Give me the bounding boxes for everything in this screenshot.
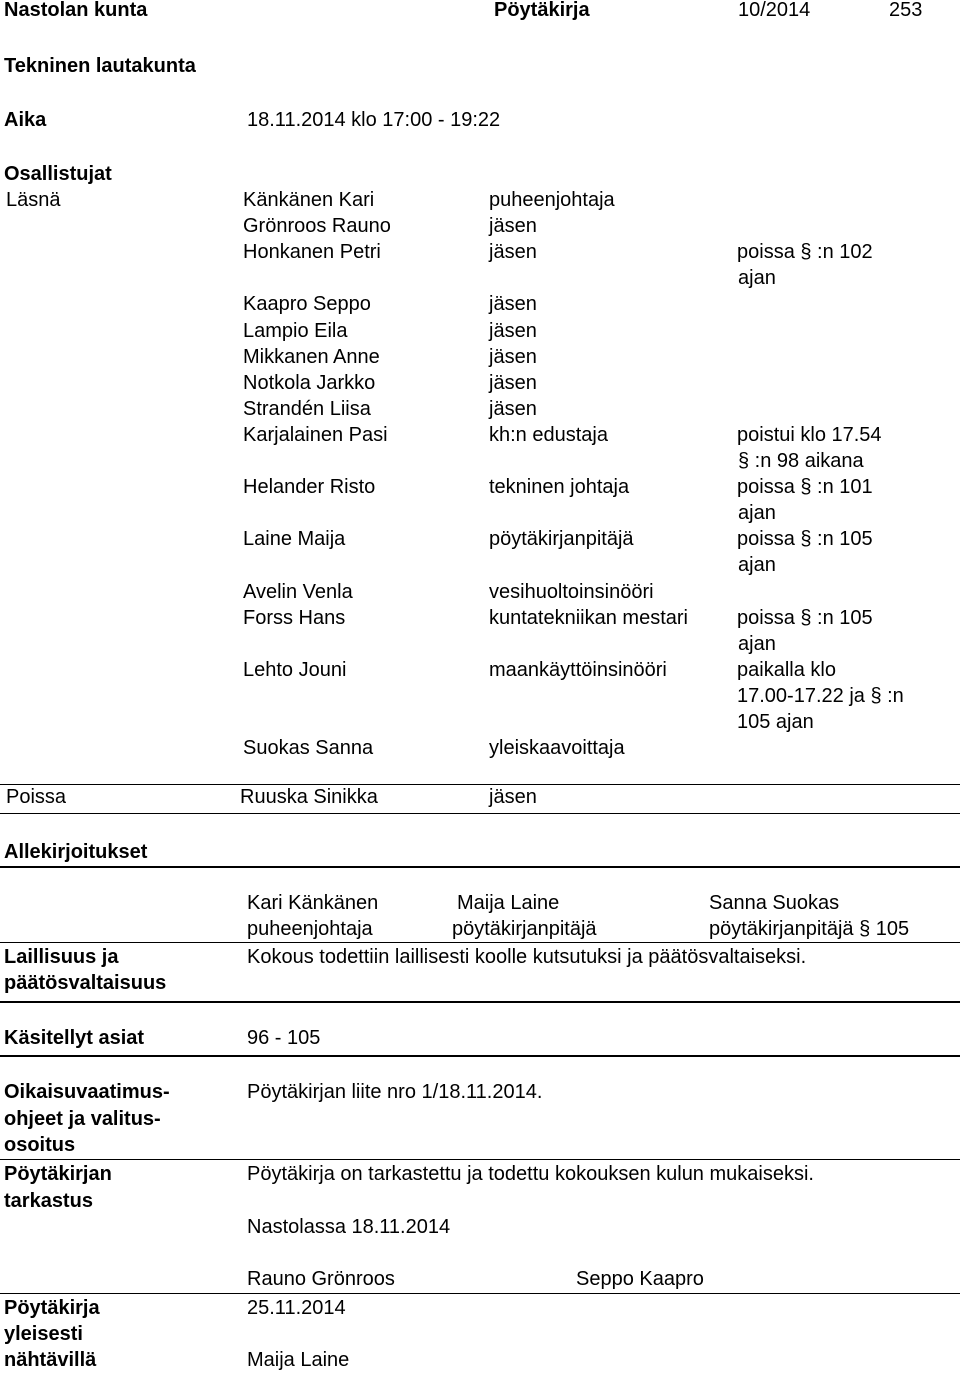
review-place-date: Nastolassa 18.11.2014 xyxy=(247,1216,451,1238)
participant-role: jäsen xyxy=(489,293,537,315)
legality-label: Laillisuus ja xyxy=(4,946,119,968)
appeal-label: Oikaisuvaatimus- xyxy=(4,1081,170,1103)
review-label: tarkastus xyxy=(4,1190,93,1212)
absent-label: Poissa xyxy=(6,786,67,808)
divider xyxy=(0,1001,960,1003)
appeal-label: osoitus xyxy=(4,1134,76,1156)
participants-heading: Osallistujat xyxy=(4,163,112,185)
participant-role: yleiskaavoittaja xyxy=(489,737,625,759)
participant-name: Forss Hans xyxy=(243,607,346,629)
participant-name: Notkola Jarkko xyxy=(243,372,376,394)
time-label: Aika xyxy=(4,109,47,131)
participant-role: pöytäkirjanpitäjä xyxy=(489,528,634,550)
participant-note: 17.00-17.22 ja § :n xyxy=(737,685,904,707)
participant-note: poissa § :n 105 xyxy=(737,607,873,629)
absent-name: Ruuska Sinikka xyxy=(240,786,378,808)
divider xyxy=(0,784,960,785)
divider xyxy=(0,942,960,943)
items-label: Käsitellyt asiat xyxy=(4,1027,145,1049)
divider xyxy=(0,866,960,868)
signatures-heading: Allekirjoitukset xyxy=(4,841,148,863)
issue-number: 10/2014 xyxy=(738,0,811,21)
divider xyxy=(0,1159,960,1160)
participant-role: tekninen johtaja xyxy=(489,476,630,498)
public-label: Pöytäkirja xyxy=(4,1297,100,1319)
participant-name: Kaapro Seppo xyxy=(243,293,371,315)
participant-name: Mikkanen Anne xyxy=(243,346,380,368)
appeal-text: Pöytäkirjan liite nro 1/18.11.2014. xyxy=(247,1081,543,1103)
participant-name: Karjalainen Pasi xyxy=(243,424,388,446)
participant-name: Laine Maija xyxy=(243,528,346,550)
review-label: Pöytäkirjan xyxy=(4,1163,112,1185)
participant-name: Avelin Venla xyxy=(243,581,353,603)
public-label: yleisesti xyxy=(4,1323,83,1345)
public-date: 25.11.2014 xyxy=(247,1297,346,1319)
participant-note: poissa § :n 101 xyxy=(737,476,873,498)
review-text: Pöytäkirja on tarkastettu ja todettu kokouksen kulun mukaiseksi. xyxy=(247,1163,814,1185)
participant-role: maankäyttöinsinööri xyxy=(489,659,667,681)
divider xyxy=(0,1055,960,1057)
participant-role: jäsen xyxy=(489,346,537,368)
page-number: 253 xyxy=(889,0,923,21)
legality-label: päätösvaltaisuus xyxy=(4,972,167,994)
items-value: 96 - 105 xyxy=(247,1027,321,1049)
participant-name: Lehto Jouni xyxy=(243,659,347,681)
signer-name: Kari Känkänen xyxy=(247,892,379,914)
divider xyxy=(0,813,960,814)
board-name: Tekninen lautakunta xyxy=(4,55,196,77)
absent-role: jäsen xyxy=(489,786,537,808)
participant-note: poistui klo 17.54 xyxy=(737,424,882,446)
participant-name: Grönroos Rauno xyxy=(243,215,391,237)
participant-note: ajan xyxy=(738,267,776,289)
present-label: Läsnä xyxy=(6,189,61,211)
participant-role: jäsen xyxy=(489,241,537,263)
participant-name: Lampio Eila xyxy=(243,320,348,342)
participant-note: § :n 98 aikana xyxy=(738,450,864,472)
divider xyxy=(0,1293,960,1294)
document-type: Pöytäkirja xyxy=(494,0,590,21)
legality-text: Kokous todettiin laillisesti koolle kutsutuksi ja päätösvaltaiseksi. xyxy=(247,946,807,968)
participant-name: Honkanen Petri xyxy=(243,241,381,263)
signer-role: puheenjohtaja xyxy=(247,918,373,940)
participant-role: puheenjohtaja xyxy=(489,189,615,211)
participant-role: vesihuoltoinsinööri xyxy=(489,581,654,603)
appeal-label: ohjeet ja valitus- xyxy=(4,1108,161,1130)
participant-role: jäsen xyxy=(489,398,537,420)
participant-role: kuntatekniikan mestari xyxy=(489,607,688,629)
signer-role: pöytäkirjanpitäjä xyxy=(452,918,597,940)
participant-note: ajan xyxy=(738,554,776,576)
public-person: Maija Laine xyxy=(247,1349,350,1371)
signer-name: Maija Laine xyxy=(457,892,560,914)
signer-role: pöytäkirjanpitäjä § 105 xyxy=(709,918,910,940)
participant-note: poissa § :n 105 xyxy=(737,528,873,550)
time-value: 18.11.2014 klo 17:00 - 19:22 xyxy=(247,109,501,131)
participant-note: paikalla klo xyxy=(737,659,836,681)
participant-name: Känkänen Kari xyxy=(243,189,375,211)
public-label: nähtävillä xyxy=(4,1349,97,1371)
participant-role: kh:n edustaja xyxy=(489,424,608,446)
signer-name: Sanna Suokas xyxy=(709,892,840,914)
participant-note: ajan xyxy=(738,633,776,655)
participant-name: Suokas Sanna xyxy=(243,737,374,759)
participant-role: jäsen xyxy=(489,320,537,342)
participant-note: poissa § :n 102 xyxy=(737,241,873,263)
reviewer-name: Rauno Grönroos xyxy=(247,1268,395,1290)
participant-note: ajan xyxy=(738,502,776,524)
municipality-name: Nastolan kunta xyxy=(4,0,148,21)
reviewer-name: Seppo Kaapro xyxy=(576,1268,704,1290)
participant-role: jäsen xyxy=(489,372,537,394)
participant-role: jäsen xyxy=(489,215,537,237)
participant-name: Strandén Liisa xyxy=(243,398,371,420)
participant-name: Helander Risto xyxy=(243,476,376,498)
participant-note: 105 ajan xyxy=(737,711,814,733)
